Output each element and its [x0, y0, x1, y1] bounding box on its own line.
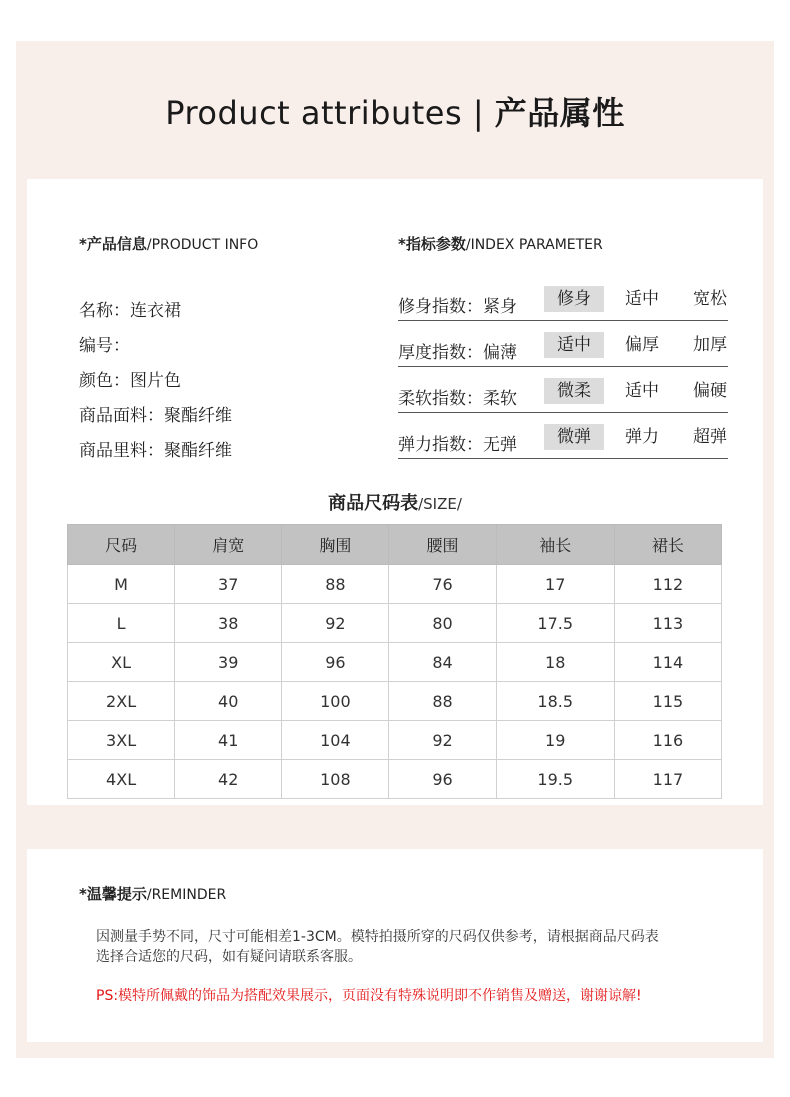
header-size: 尺码: [68, 525, 175, 565]
param-option: 适中: [625, 289, 659, 309]
param-row-fit: [398, 286, 728, 321]
param-label: 厚度指数：偏薄: [398, 343, 517, 363]
cell: 39: [175, 643, 282, 682]
title-chinese: 产品属性: [494, 94, 625, 132]
index-parameter-heading: [398, 233, 603, 254]
reminder-heading-en: /REMINDER: [146, 887, 227, 903]
param-label: 修身指数：紧身: [398, 297, 517, 317]
table-row: [68, 565, 722, 604]
param-option-selected: 微弹: [544, 424, 604, 450]
header-waist: 腰围: [389, 525, 496, 565]
cell: 92: [389, 721, 496, 760]
cell: 40: [175, 682, 282, 721]
cell: 96: [389, 760, 496, 799]
param-option: 超弹: [693, 427, 727, 447]
table-row: [68, 760, 722, 799]
cell: 2XL: [68, 682, 175, 721]
info-color: 颜色：图片色: [79, 371, 181, 391]
param-option: 适中: [625, 381, 659, 401]
product-info-heading-en: /PRODUCT INFO: [146, 237, 259, 253]
cell: 84: [389, 643, 496, 682]
table-row: [68, 721, 722, 760]
cell: 108: [282, 760, 389, 799]
cell: 104: [282, 721, 389, 760]
reminder-heading-cn: *温馨提示: [79, 885, 147, 903]
param-option-selected: 微柔: [544, 378, 604, 404]
cell: 96: [282, 643, 389, 682]
cell: 92: [282, 604, 389, 643]
index-parameter-heading-en: /INDEX PARAMETER: [465, 237, 603, 253]
cell: 76: [389, 565, 496, 604]
cell: 112: [614, 565, 721, 604]
cell: 114: [614, 643, 721, 682]
reminder-line-2: 选择合适您的尺码，如有疑问请联系客服。: [96, 949, 362, 965]
param-option: 弹力: [625, 427, 659, 447]
param-option: 宽松: [693, 289, 727, 309]
size-table-title-en: /SIZE/: [418, 495, 462, 513]
param-row-thickness: [398, 332, 728, 367]
cell: 117: [614, 760, 721, 799]
header-shoulder: 肩宽: [175, 525, 282, 565]
title-english: Product attributes: [165, 94, 463, 132]
ps-note: PS:模特所佩戴的饰品为搭配效果展示，页面没有特殊说明即不作销售及赠送，谢谢谅解!: [96, 988, 642, 1004]
param-option-selected: 适中: [544, 332, 604, 358]
cell: XL: [68, 643, 175, 682]
cell: 19.5: [496, 760, 614, 799]
cell: 19: [496, 721, 614, 760]
header-length: 裙长: [614, 525, 721, 565]
param-row-elasticity: [398, 424, 728, 459]
cell: 80: [389, 604, 496, 643]
info-fabric: 商品面料：聚酯纤维: [79, 406, 232, 426]
info-lining: 商品里料：聚酯纤维: [79, 441, 232, 461]
param-option: 偏硬: [693, 381, 727, 401]
info-code: 编号：: [79, 336, 130, 356]
cell: 115: [614, 682, 721, 721]
param-label: 柔软指数：柔软: [398, 389, 517, 409]
param-option: 加厚: [693, 335, 727, 355]
reminder-line-1: 因测量手势不同，尺寸可能相差1-3CM。模特拍摄所穿的尺码仅供参考，请根据商品尺码表: [96, 929, 659, 945]
header-bust: 胸围: [282, 525, 389, 565]
param-row-softness: [398, 378, 728, 413]
title-separator: |: [472, 94, 485, 132]
info-name: 名称：连衣裙: [79, 301, 181, 321]
cell: 88: [389, 682, 496, 721]
product-info-heading-cn: *产品信息: [79, 235, 147, 253]
index-parameter-heading-cn: *指标参数: [398, 235, 466, 253]
param-option-selected: 修身: [544, 286, 604, 312]
param-label: 弹力指数：无弹: [398, 435, 517, 455]
size-table-header-row: [68, 525, 722, 565]
cell: M: [68, 565, 175, 604]
reminder-heading: [79, 883, 226, 904]
cell: 4XL: [68, 760, 175, 799]
cell: 113: [614, 604, 721, 643]
cell: 17.5: [496, 604, 614, 643]
cell: 18.5: [496, 682, 614, 721]
cell: 18: [496, 643, 614, 682]
cell: 37: [175, 565, 282, 604]
param-option: 偏厚: [625, 335, 659, 355]
cell: 42: [175, 760, 282, 799]
page-title: [0, 88, 790, 134]
cell: 3XL: [68, 721, 175, 760]
product-info-heading: [79, 233, 258, 254]
cell: 41: [175, 721, 282, 760]
cell: 116: [614, 721, 721, 760]
cell: 88: [282, 565, 389, 604]
size-table-title-cn: 商品尺码表: [328, 493, 419, 514]
table-row: [68, 643, 722, 682]
size-table: [67, 524, 722, 799]
cell: 100: [282, 682, 389, 721]
header-sleeve: 袖长: [496, 525, 614, 565]
table-row: [68, 682, 722, 721]
cell: L: [68, 604, 175, 643]
cell: 17: [496, 565, 614, 604]
size-table-title: [0, 489, 790, 515]
cell: 38: [175, 604, 282, 643]
table-row: [68, 604, 722, 643]
